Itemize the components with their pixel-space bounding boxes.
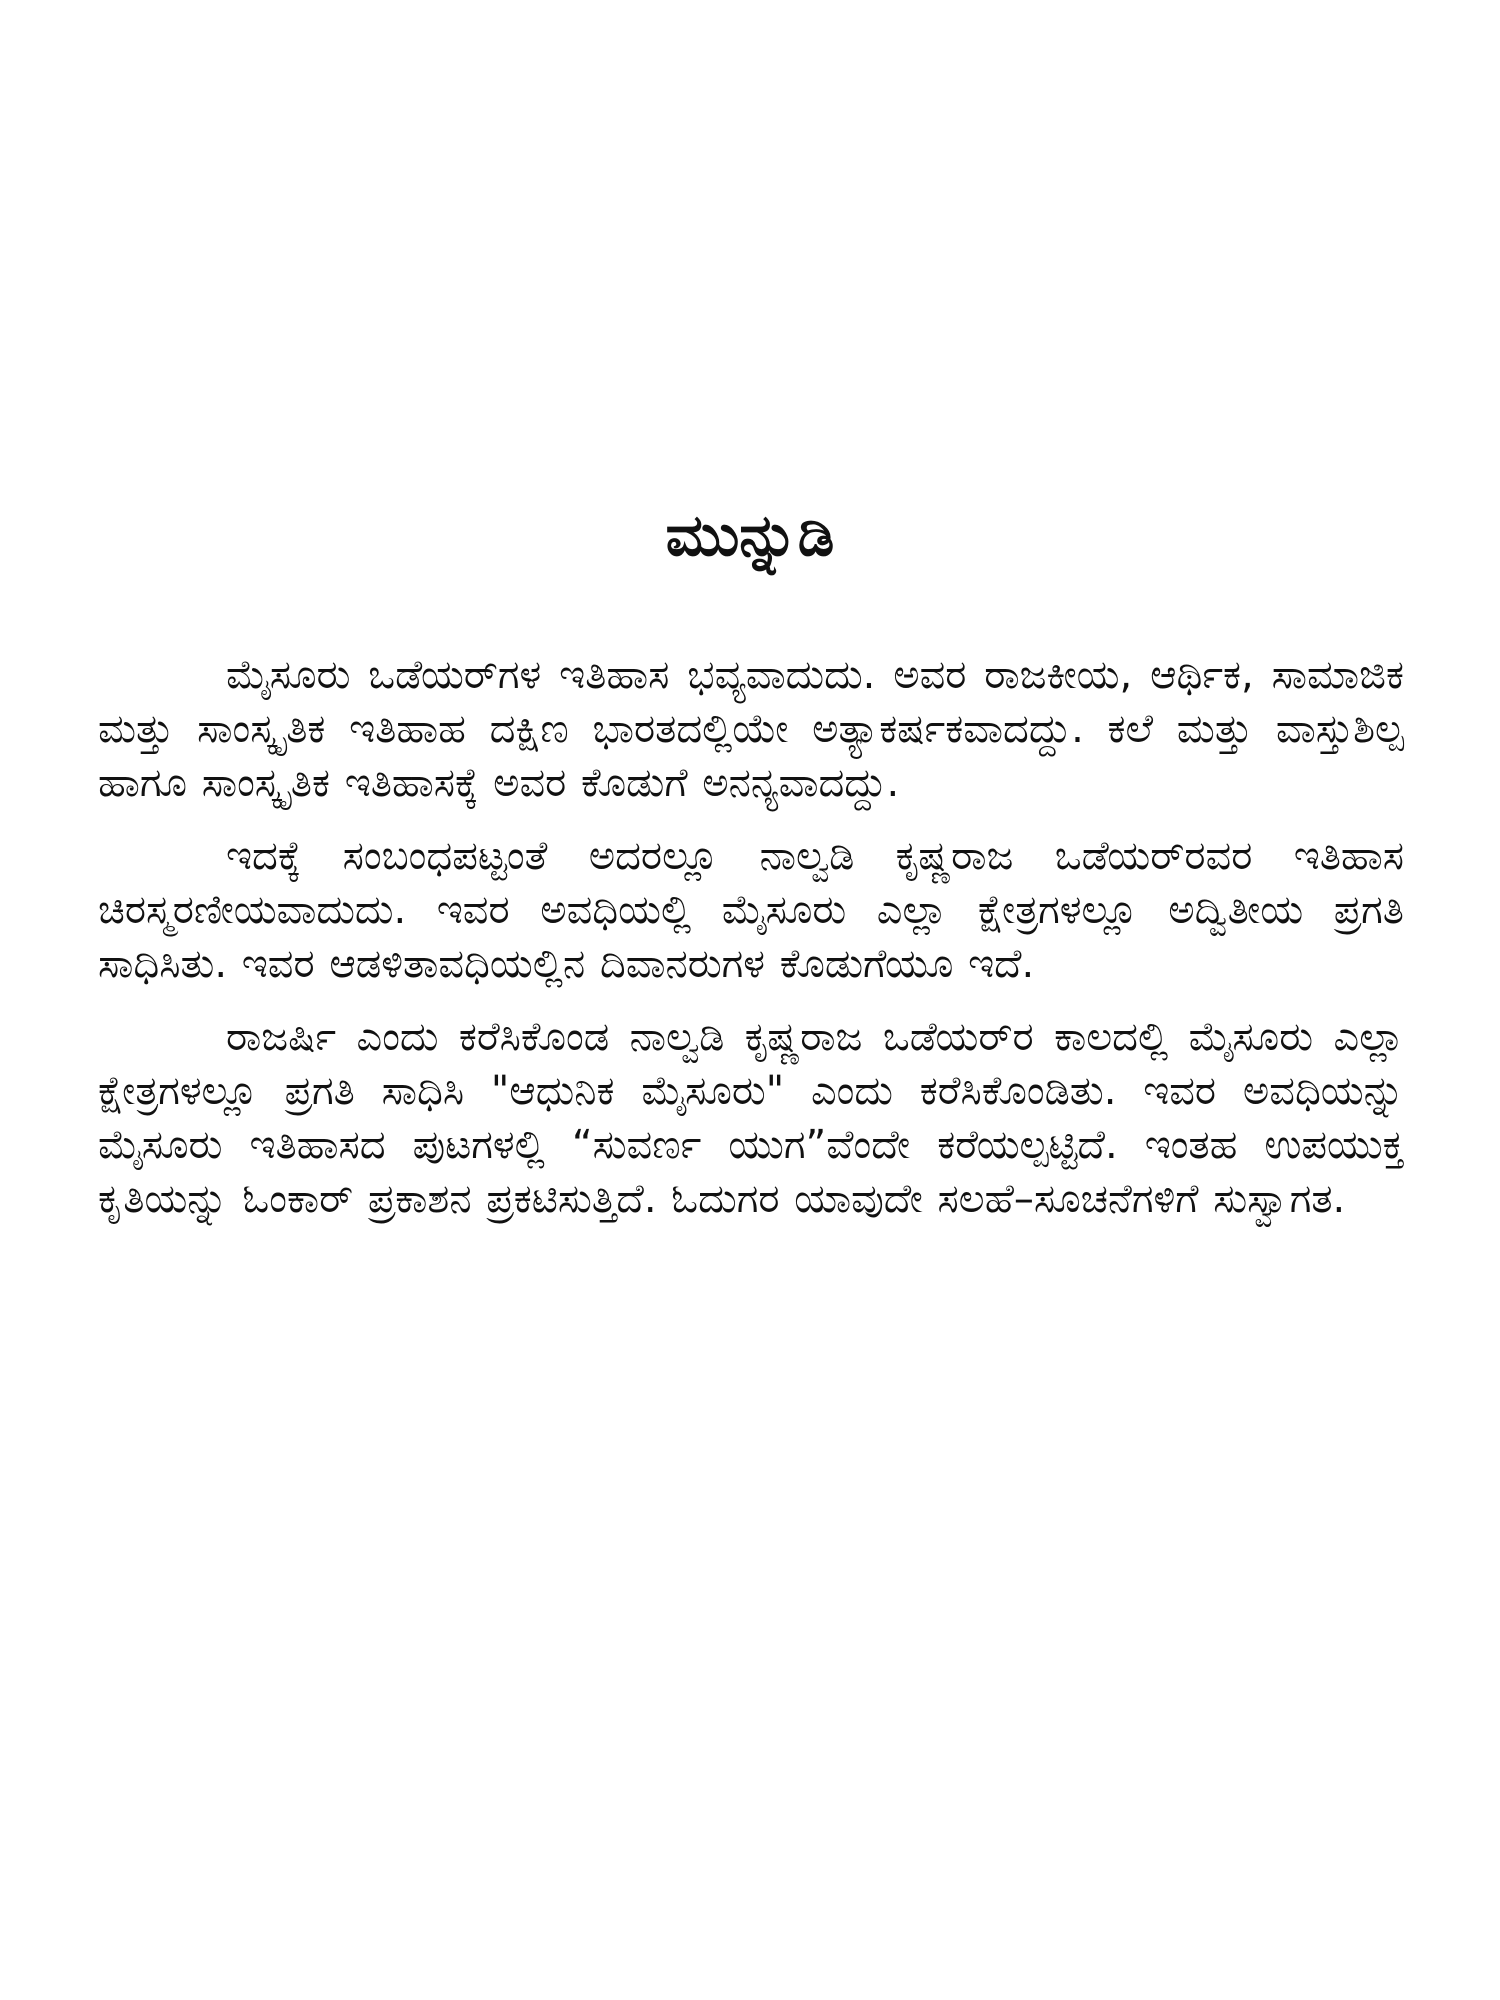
paragraph-2: ಇದಕ್ಕೆ ಸಂಬಂಧಪಟ್ಟಂತೆ ಅದರಲ್ಲೂ ನಾಲ್ವಡಿ ಕೃಷ್ಣರಾಜ ಒಡೆಯರ್‌ರವರ ಇತಿಹಾಸ ಚಿರಸ್ಮರಣೀಯವಾದುದು. ಇವರ ಅವಧಿಯಲ್ಲಿ ಮೈಸೂರು ಎಲ್ಲಾ ಕ್ಷೇತ್ರಗಳಲ್ಲೂ ಅದ್ವಿತೀಯ ಪ್ರಗತಿ ಸಾಧಿಸಿತು. ಇವರ ಆಡಳಿತಾವಧಿಯಲ್ಲಿನ ದಿವಾನರುಗಳ ಕೊಡುಗೆಯೂ ಇದೆ. bbox=[98, 833, 1404, 987]
paragraph-1: ಮೈಸೂರು ಒಡೆಯರ್‌ಗಳ ಇತಿಹಾಸ ಭವ್ಯವಾದುದು. ಅವರ ರಾಜಕೀಯ, ಆರ್ಥಿಕ, ಸಾಮಾಜಿಕ ಮತ್ತು ಸಾಂಸ್ಕೃತಿಕ ಇತಿಹಾಹ ದಕ್ಷಿಣ ಭಾರತದಲ್ಲಿಯೇ ಅತ್ಯಾಕರ್ಷಕವಾದದ್ದು. ಕಲೆ ಮತ್ತು ವಾಸ್ತುಶಿಲ್ಪ ಹಾಗೂ ಸಾಂಸ್ಕೃತಿಕ ಇತಿಹಾಸಕ್ಕೆ ಅವರ ಕೊಡುಗೆ ಅನನ್ಯವಾದದ್ದು. bbox=[98, 652, 1404, 806]
paragraph-3: ರಾಜರ್ಷಿ ಎಂದು ಕರೆಸಿಕೊಂಡ ನಾಲ್ವಡಿ ಕೃಷ್ಣರಾಜ ಒಡೆಯರ್‌ರ ಕಾಲದಲ್ಲಿ ಮೈಸೂರು ಎಲ್ಲಾ ಕ್ಷೇತ್ರಗಳಲ್ಲೂ ಪ್ರಗತಿ ಸಾಧಿಸಿ "ಆಧುನಿಕ ಮೈಸೂರು" ಎಂದು ಕರೆಸಿಕೊಂಡಿತು. ಇವರ ಅವಧಿಯನ್ನು ಮೈಸೂರು ಇತಿಹಾಸದ ಪುಟಗಳಲ್ಲಿ “ಸುವರ್ಣ ಯುಗ”ವೆಂದೇ ಕರೆಯಲ್ಪಟ್ಟಿದೆ. ಇಂತಹ ಉಪಯುಕ್ತ ಕೃತಿಯನ್ನು ಓಂಕಾರ್ ಪ್ರಕಾಶನ ಪ್ರಕಟಿಸುತ್ತಿದೆ. ಓದುಗರ ಯಾವುದೇ ಸಲಹೆ–ಸೂಚನೆಗಳಿಗೆ ಸುಸ್ವಾಗತ. bbox=[98, 1014, 1404, 1222]
body-text bbox=[98, 648, 1404, 1226]
page-title: ಮುನ್ನುಡಿ bbox=[665, 501, 835, 569]
